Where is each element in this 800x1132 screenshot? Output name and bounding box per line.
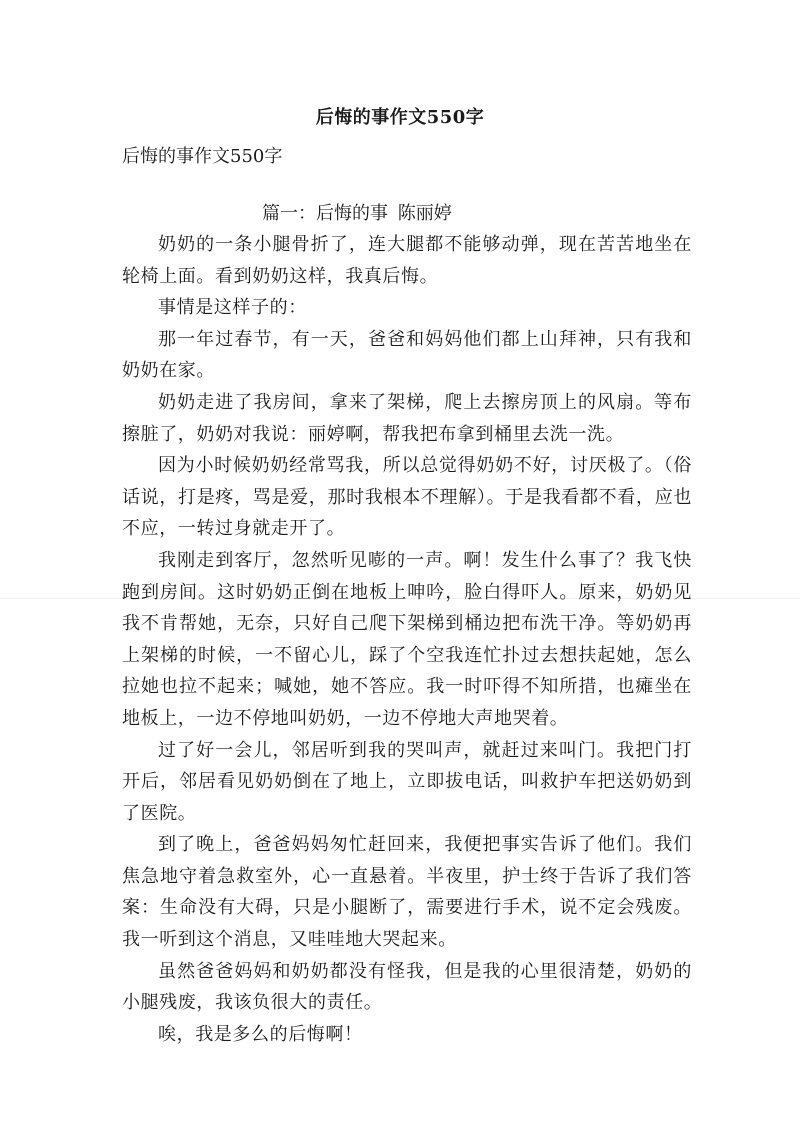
paragraph-1: 奶奶的一条小腿骨折了，连大腿都不能够动弹，现在苦苦地坐在轮椅上面。看到奶奶这样，我真后悔。 <box>122 234 692 287</box>
essay-body <box>122 229 692 1050</box>
chapter-heading: 篇一：后悔的事 陈丽婷 <box>262 203 452 224</box>
paragraph-8: 到了晚上，爸爸妈妈匆忙赶回来，我便把事实告诉了他们。我们焦急地守着急救室外，心一直悬着。半夜里，护士终于告诉了我们答案：生命没有大碍，只是小腿断了，需要进行手术，说不定会残废。我一听到这个消息，又哇哇地大哭起来。 <box>122 834 692 951</box>
document-subtitle: 后悔的事作文550字 <box>122 146 283 167</box>
paragraph-5: 因为小时候奶奶经常骂我，所以总觉得奶奶不好，讨厌极了。（俗话说，打是疼，骂是爱，那时我根本不理解）。于是我看都不看，应也不应，一转过身就走开了。 <box>122 455 692 540</box>
paragraph-3: 那一年过春节，有一天，爸爸和妈妈他们都上山拜神，只有我和奶奶在家。 <box>122 328 692 382</box>
paragraph-7: 过了好一会儿，邻居听到我的哭叫声，就赶过来叫门。我把门打开后，邻居看见奶奶倒在了地上，立即拔电话，叫救护车把送奶奶到了医院。 <box>122 739 692 824</box>
paragraph-2: 事情是这样子的： <box>158 297 307 319</box>
paragraph-6: 我刚走到客厅，忽然听见嘭的一声。啊！发生什么事了？我飞快跑到房间。这时奶奶正倒在地板上呻吟，脸白得吓人。原来，奶奶见我不肯帮她，无奈，只好自己爬下架梯到桶边把布洗干净。等奶奶再上架梯的时候，一不留心儿，踩了个空我连忙扑过去想扶起她，怎么拉她也拉不起来；喊她，她不答应。我一时吓得不知所措，也瘫坐在地板上，一边不停地叫奶奶，一边不停地大声地哭着。 <box>122 549 692 729</box>
paragraph-9: 虽然爸爸妈妈和奶奶都没有怪我，但是我的心里很清楚，奶奶的小腿残废，我该负很大的责任。 <box>122 960 692 1014</box>
paragraph-10: 唉，我是多么的后悔啊！ <box>158 1023 363 1045</box>
paragraph-4: 奶奶走进了我房间，拿来了架梯，爬上去擦房顶上的风扇。等布擦脏了，奶奶对我说：丽婷啊，帮我把布拿到桶里去洗一洗。 <box>122 391 692 445</box>
document-title: 后悔的事作文550字 <box>315 107 485 128</box>
